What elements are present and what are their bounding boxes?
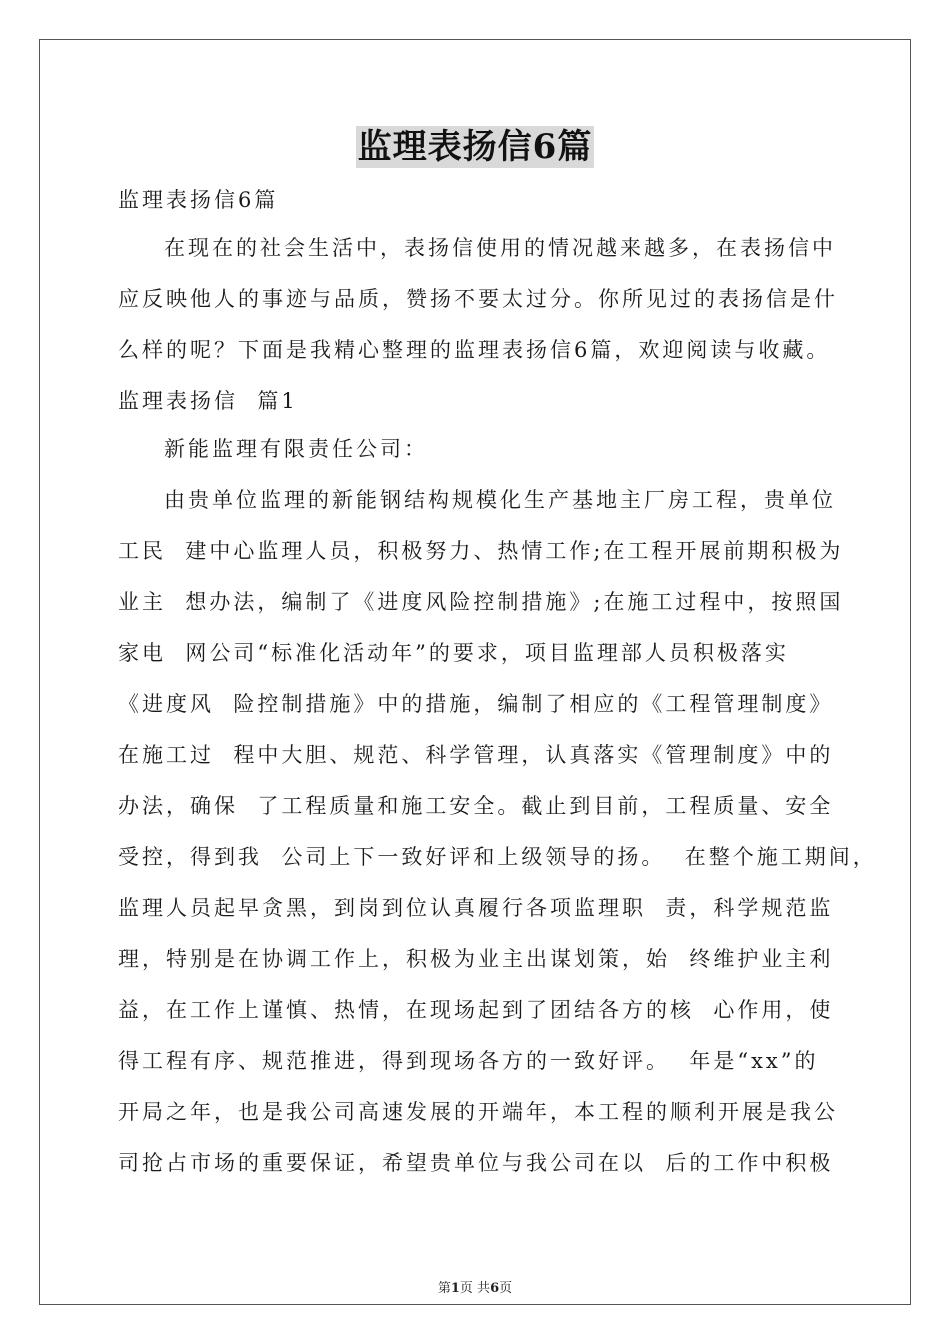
footer-page-number: 1 xyxy=(450,1281,460,1296)
document-body xyxy=(118,180,877,1194)
body-line: 《进度风 险控制措施》中的措施，编制了相应的《工程管理制度》 xyxy=(118,692,834,716)
body-line: 由贵单位监理的新能钢结构规模化生产基地主厂房工程，贵单位 xyxy=(164,488,836,512)
body-line: 监理人员起早贪黑，到岗到位认真履行各项监理职 责，科学规范监 xyxy=(118,896,834,920)
body-line: 在现在的社会生活中，表扬信使用的情况越来越多，在表扬信中 xyxy=(164,236,836,260)
body-line: 理，特别是在协调工作上，积极为业主出谋划策，始 终维护业主利 xyxy=(118,947,834,971)
footer-page-total: 6 xyxy=(490,1281,500,1296)
body-line: 么样的呢？下面是我精心整理的监理表扬信6篇，欢迎阅读与收藏。 xyxy=(118,338,831,362)
body-line: 新能监理有限责任公司： xyxy=(164,437,428,461)
document-title: 监理表扬信6篇 xyxy=(357,127,593,167)
body-line: 受控，得到我 公司上下一致好评和上级领导的扬。 在整个施工期间， xyxy=(118,845,877,869)
body-line: 监理表扬信6篇 xyxy=(118,188,279,212)
body-line: 业主 想办法，编制了《进度风险控制措施》;在施工过程中，按照国 xyxy=(118,590,844,614)
page-footer xyxy=(0,1277,950,1296)
body-line: 得工程有序、规范推进，得到现场各方的一致好评。 年是“xx”的 xyxy=(118,1049,819,1073)
body-line: 开局之年，也是我公司高速发展的开端年，本工程的顺利开展是我公 xyxy=(118,1100,838,1124)
body-line: 司抢占市场的重要保证，希望贵单位与我公司在以 后的工作中积极 xyxy=(118,1151,834,1175)
body-line: 工民 建中心监理人员，积极努力、热情工作;在工程开展前期积极为 xyxy=(118,539,844,563)
body-line: 益，在工作上谨慎、热情，在现场起到了团结各方的核 心作用，使 xyxy=(118,998,834,1022)
footer-prefix: 第 xyxy=(437,1281,451,1296)
body-line: 在施工过 程中大胆、规范、科学管理，认真落实《管理制度》中的 xyxy=(118,743,834,767)
footer-suffix: 页 xyxy=(499,1281,513,1296)
section-heading: 监理表扬信 篇1 xyxy=(118,389,298,413)
body-line: 应反映他人的事迹与品质，赞扬不要太过分。你所见过的表扬信是什 xyxy=(118,287,838,311)
body-line: 办法，确保 了工程质量和施工安全。截止到目前，工程质量、安全 xyxy=(118,794,834,818)
title-wrap xyxy=(0,126,950,168)
footer-mid: 页 共 xyxy=(459,1281,491,1296)
body-line: 家电 网公司“标准化活动年”的要求，项目监理部人员积极落实 xyxy=(118,641,789,665)
